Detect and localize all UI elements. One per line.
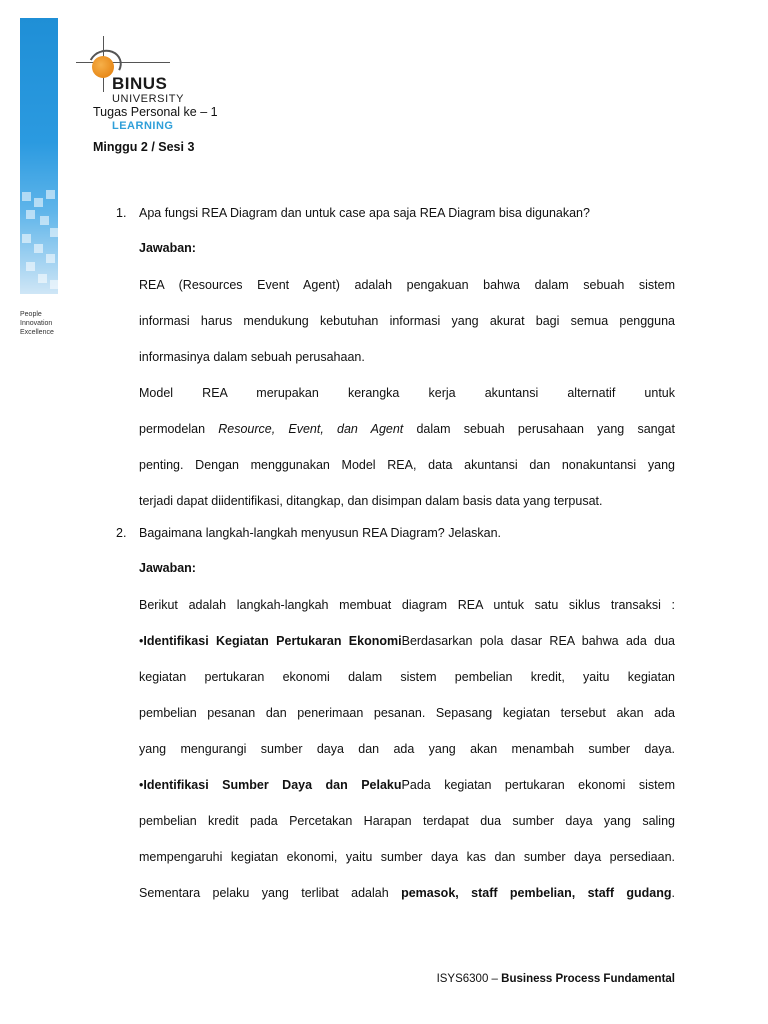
answer-1-line: terjadi dapat diidentifikasi, ditangkap, dan disimpan dalam basis data yang terpusat. (139, 494, 603, 508)
question-1-number: 1. (116, 206, 127, 220)
bullet-1-line: yang mengurangi sumber daya dan ada yang akan menambah sumber daya. (139, 742, 675, 756)
bullet-2-line: pembelian kredit pada Percetakan Harapan terdapat dua sumber daya yang saling (139, 814, 675, 828)
bullet-2-text: Pada kegiatan pertukaran ekonomi sistem (401, 778, 675, 792)
question-1-text: Apa fungsi REA Diagram dan untuk case apa saja REA Diagram bisa digunakan? (139, 206, 590, 220)
bullet-1-text: Berdasarkan pola dasar REA bahwa ada dua (401, 634, 675, 648)
answer-2-body (139, 597, 675, 921)
answer-1-line: informasinya dalam sebuah perusahaan. (139, 350, 365, 364)
bullet-2-heading: Identifikasi Sumber Daya dan Pelaku (143, 778, 402, 792)
sidebar-mosaic (20, 188, 58, 294)
last-line-post: . (671, 886, 675, 900)
tagline-excellence: Excellence (20, 329, 54, 336)
sidebar-blue-strip (20, 18, 58, 294)
course-code: ISYS6300 (436, 973, 489, 985)
answer-1-line-pre: permodelan (139, 422, 206, 436)
course-name: Business Process Fundamental (501, 973, 675, 985)
answer-1-line: REA (Resources Event Agent) adalah pengakuan bahwa dalam sebuah sistem (139, 278, 675, 292)
footer-separator: – (488, 973, 502, 985)
answer-1-line-mixed (139, 421, 675, 457)
question-2-text: Bagaimana langkah-langkah menyusun REA Diagram? Jelaskan. (139, 526, 502, 540)
answer-2-intro-text: Berikut adalah langkah-langkah membuat diagram REA untuk satu siklus transaksi : (139, 598, 675, 612)
logo-university-text: UNIVERSITY (112, 93, 185, 105)
answer-1-line: penting. Dengan menggunakan Model REA, data akuntansi dan nonakuntansi yang (139, 458, 675, 472)
bullet-2-line (139, 777, 675, 813)
answer-1-label: Jawaban: (139, 241, 196, 255)
bullet-1-line: kegiatan pertukaran ekonomi dalam sistem pembelian kredit, yaitu kegiatan (139, 670, 675, 684)
assignment-title: Tugas Personal ke – 1 (93, 105, 218, 119)
page-footer (437, 973, 675, 985)
bullet-icon: • (139, 778, 144, 792)
logo-learning-text: LEARNING (112, 120, 174, 132)
logo-binus-text: BINUS (112, 74, 168, 93)
tagline-innovation: Innovation (20, 320, 53, 327)
bullet-1-heading: Identifikasi Kegiatan Pertukaran Ekonomi (143, 634, 402, 648)
answer-1-line-post: dalam sebuah perusahaan yang sangat (416, 422, 675, 436)
answer-1-line: Model REA merupakan kerangka kerja akuntansi alternatif untuk (139, 386, 675, 400)
sidebar-tagline (20, 310, 54, 337)
question-2-number: 2. (116, 526, 127, 540)
bullet-icon: • (139, 634, 144, 648)
bullet-2-last-line (139, 885, 675, 921)
bullet-1-line (139, 633, 675, 669)
answer-2-label: Jawaban: (139, 561, 196, 575)
answer-2-intro (139, 597, 675, 633)
answer-1-line: informasi harus mendukung kebutuhan informasi yang akurat bagi semua pengguna (139, 314, 675, 328)
bullet-1-line: pembelian pesanan dan penerimaan pesanan. Sepasang kegiatan tersebut akan ada (139, 706, 675, 720)
last-line-pre: Sementara pelaku yang terlibat adalah (139, 886, 389, 900)
tagline-people: People (20, 311, 42, 318)
binus-logo (76, 36, 206, 136)
bullet-2-line: mempengaruhi kegiatan ekonomi, yaitu sumber daya kas dan sumber daya persediaan. (139, 850, 675, 864)
week-session: Minggu 2 / Sesi 3 (93, 140, 195, 154)
answer-1-line-italic: Resource, Event, dan Agent (218, 422, 404, 436)
last-line-bold: pemasok, staff pembelian, staff gudang (401, 886, 672, 900)
answer-1-body (139, 277, 675, 529)
